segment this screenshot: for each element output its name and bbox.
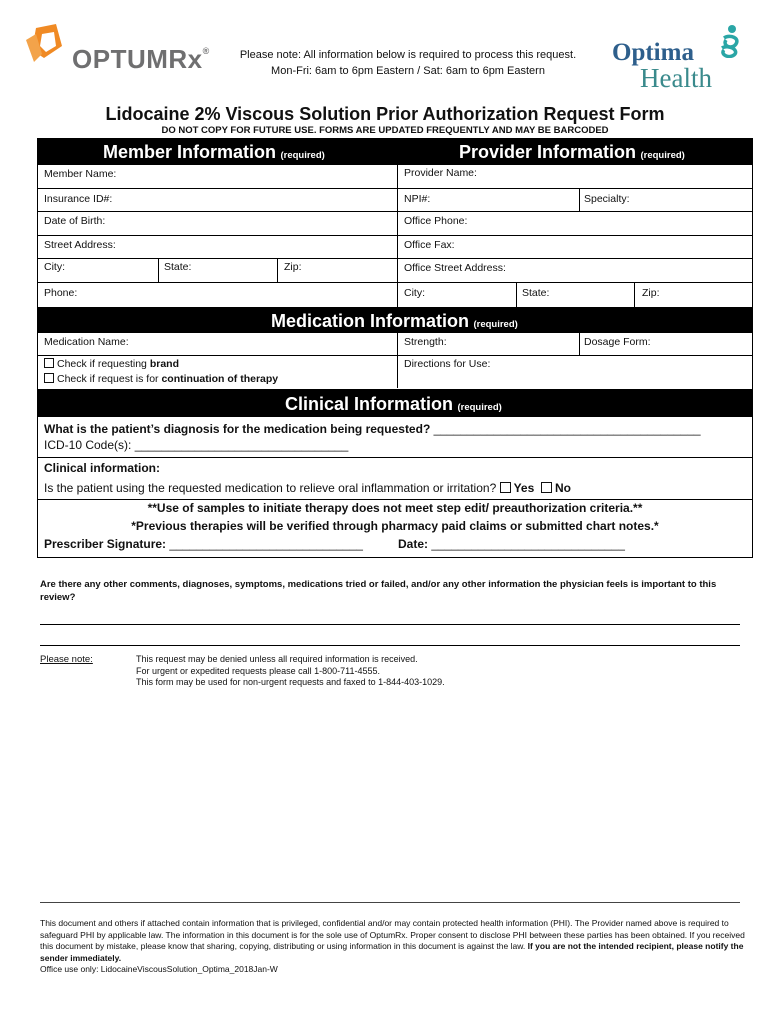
provider-state-field[interactable]: State: xyxy=(522,287,550,299)
no-checkbox[interactable] xyxy=(541,482,552,493)
footer-divider xyxy=(40,902,740,903)
check-continuation-row[interactable]: Check if request is for continuation of therapy xyxy=(44,373,278,385)
clinical-info-label: Clinical information: xyxy=(44,461,161,475)
clinical-section-title: Clinical Information (required) xyxy=(285,394,502,414)
optima-health-logo-icon xyxy=(714,24,744,58)
date-field[interactable]: Date: _____________________________ xyxy=(398,537,625,551)
continuation-checkbox[interactable] xyxy=(44,373,54,383)
please-note-label: Please note: xyxy=(40,654,93,665)
please-note-line3: This form may be used for non-urgent requests and faxed to 1-844-403-1029. xyxy=(136,677,445,687)
form-title: Lidocaine 2% Viscous Solution Prior Authorization Request Form xyxy=(105,104,665,124)
member-phone-field[interactable]: Phone: xyxy=(44,287,78,299)
brand-checkbox[interactable] xyxy=(44,358,54,368)
check-brand-row[interactable]: Check if requesting brand xyxy=(44,358,179,370)
please-note-line1: This request may be denied unless all required information is received. xyxy=(136,654,418,664)
office-street-field[interactable]: Office Street Address: xyxy=(404,262,506,274)
comments-line-1[interactable] xyxy=(40,624,740,625)
medication-section-title: Medication Information (required) xyxy=(271,311,518,331)
office-use-text: Office use only: LidocaineViscousSolution_Optima_2018Jan-W xyxy=(40,964,278,974)
previous-therapies-note: *Previous therapies will be verified through pharmacy paid claims or submitted chart notes.* xyxy=(131,519,659,533)
confidentiality-notice: This document and others if attached contain information that is privileged, confidential and/or may contain protected health information (PHI). The Provider named above is required to safeguard PHI by applicable law. The information in this document is for the sole use of OptumRx. Proper consent to disclose PHI between these parties has been obtained. If you received this document by mistake, please know that sharing, copying, distributing or using information in this document is against the law. If you are not the intended recipient, please notify the sender immediately. Office use only: LidocaineViscousSolution_Optima_2018Jan-W xyxy=(40,918,745,974)
provider-zip-field[interactable]: Zip: xyxy=(642,287,660,299)
dosage-form-field[interactable]: Dosage Form: xyxy=(584,336,651,348)
header-note-line2: Mon-Fri: 6am to 6pm Eastern / Sat: 6am to 6pm Eastern xyxy=(271,65,545,77)
strength-field[interactable]: Strength: xyxy=(404,336,447,348)
office-fax-field[interactable]: Office Fax: xyxy=(404,239,455,251)
please-note-text xyxy=(136,654,556,689)
npi-field[interactable]: NPI#: xyxy=(404,193,431,205)
prescriber-signature-field[interactable]: Prescriber Signature: _____________________________ xyxy=(44,537,363,551)
member-name-field[interactable]: Member Name: xyxy=(44,168,117,180)
oral-inflammation-question: Is the patient using the requested medication to relieve oral inflammation or irritation? Yes No xyxy=(44,481,571,495)
header-note-line1: Please note: All information below is required to process this request. xyxy=(239,49,577,61)
form-subtitle: DO NOT COPY FOR FUTURE USE. FORMS ARE UPDATED FREQUENTLY AND MAY BE BARCODED xyxy=(161,125,609,136)
provider-city-field[interactable]: City: xyxy=(404,287,425,299)
please-note-line2: For urgent or expedited requests please call 1-800-711-4555. xyxy=(136,665,380,676)
member-state-field[interactable]: State: xyxy=(164,261,192,273)
member-city-field[interactable]: City: xyxy=(44,261,65,273)
yes-checkbox[interactable] xyxy=(500,482,511,493)
office-phone-field[interactable]: Office Phone: xyxy=(404,215,468,227)
optima-logo-text: Optima xyxy=(612,39,694,66)
optumrx-logo-text: OPTUMRx® xyxy=(72,44,210,74)
no-label: No xyxy=(554,481,571,495)
specialty-field[interactable]: Specialty: xyxy=(584,193,630,205)
provider-section-title: Provider Information (required) xyxy=(459,142,685,162)
yes-label: Yes xyxy=(513,481,535,495)
comments-line-2[interactable] xyxy=(40,645,740,646)
member-section-title: Member Information (required) xyxy=(103,142,325,162)
member-zip-field[interactable]: Zip: xyxy=(284,261,302,273)
form-frame xyxy=(37,138,753,558)
provider-name-field[interactable]: Provider Name: xyxy=(404,167,477,179)
date-of-birth-field[interactable]: Date of Birth: xyxy=(44,215,106,227)
health-logo-text: Health xyxy=(640,63,712,93)
diagnosis-question[interactable]: What is the patient’s diagnosis for the medication being requested? ________________________________________ xyxy=(44,422,701,436)
street-address-field[interactable]: Street Address: xyxy=(44,239,116,251)
comments-question: Are there any other comments, diagnoses, symptoms, medications tried or failed, and/or any other information the physician feels is important to this review? xyxy=(40,579,717,603)
insurance-id-field[interactable]: Insurance ID#: xyxy=(44,193,113,205)
icd10-field[interactable]: ICD-10 Code(s): ________________________________ xyxy=(44,438,349,452)
header-note xyxy=(228,47,588,79)
samples-note: **Use of samples to initiate therapy does not meet step edit/ preauthorization criteria.** xyxy=(147,501,643,515)
medication-name-field[interactable]: Medication Name: xyxy=(44,336,129,348)
directions-field[interactable]: Directions for Use: xyxy=(404,358,491,370)
